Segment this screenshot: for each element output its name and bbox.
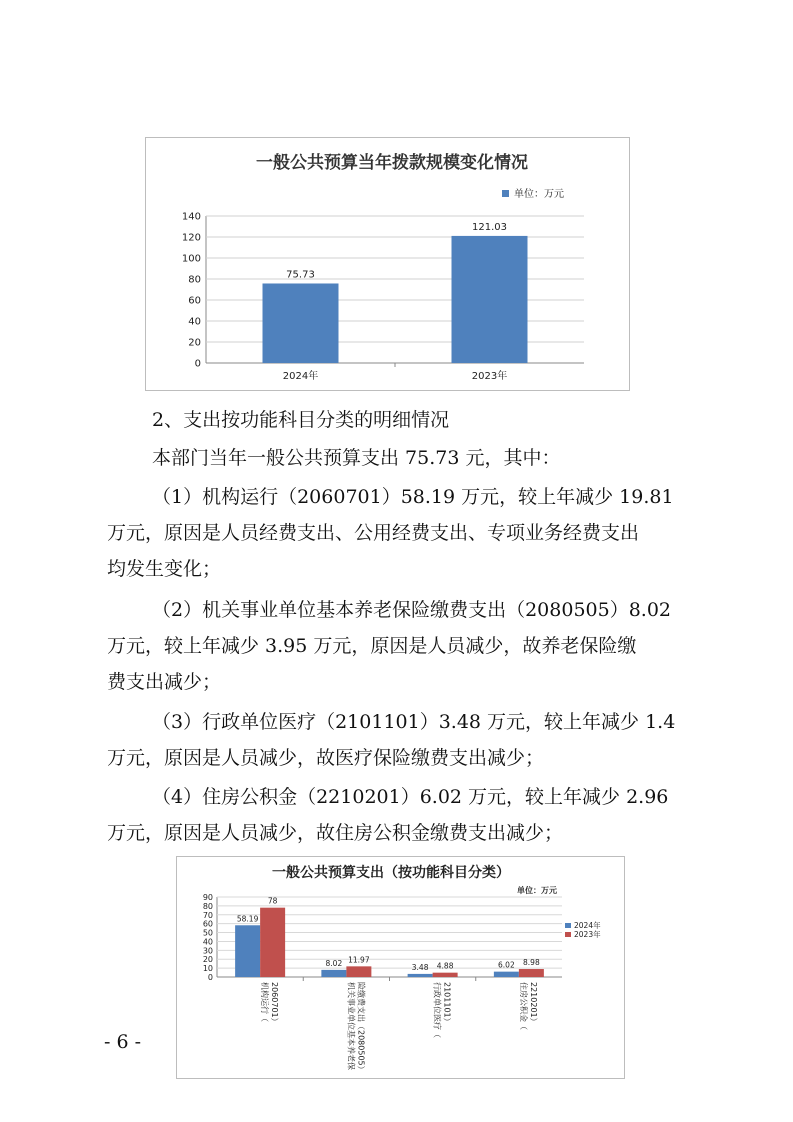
item4-line1: （4）住房公积金（2210201）6.02 万元，较上年减少 2.96 — [152, 786, 669, 808]
chart1-title: 一般公共预算当年拨款规模变化情况 — [256, 153, 528, 173]
chart1-y-tick-label: 100 — [181, 253, 201, 265]
chart2-x-tick-label: 机构运行（2060701） — [260, 982, 280, 1026]
chart2-bar — [260, 908, 285, 977]
chart2-value-label: 58.19 — [236, 914, 259, 924]
item1-line3: 均发生变化； — [107, 558, 222, 580]
item3-line2: 万元，原因是人员减少，故医疗保险缴费支出减少； — [107, 747, 545, 769]
chart1-value-label: 75.73 — [286, 269, 315, 281]
chart2-legend-label: 2023年 — [574, 930, 601, 939]
chart2-value-label: 3.48 — [411, 962, 429, 972]
chart1-y-tick-label: 40 — [188, 316, 201, 328]
chart2-value-label: 11.97 — [348, 955, 370, 965]
intro-text: 本部门当年一般公共预算支出 75.73 元，其中： — [152, 447, 561, 469]
chart2-x-tick-label: 行政单位医疗（2101101） — [432, 982, 452, 1038]
chart2-y-tick-label: 30 — [202, 946, 213, 956]
budget-scale-chart — [145, 137, 630, 391]
item1-line2: 万元，原因是人员经费支出、公用经费支出、专项业务经费支出 — [107, 522, 640, 544]
chart2-legend-swatch — [565, 932, 571, 937]
item4-line2: 万元，原因是人员减少，故住房公积金缴费支出减少； — [107, 822, 564, 844]
budget-scale-chart-svg — [146, 138, 629, 390]
chart1-x-tick-label: 2023年 — [471, 371, 508, 382]
section-heading: 2、支出按功能科目分类的明细情况 — [152, 409, 450, 431]
chart2-bar — [433, 973, 458, 977]
chart1-y-tick-label: 20 — [188, 337, 201, 349]
chart1-y-tick-label: 140 — [181, 211, 201, 223]
chart2-legend-label: 2024年 — [574, 921, 601, 930]
chart2-value-label: 4.88 — [436, 961, 454, 971]
chart2-bar — [321, 970, 346, 977]
chart2-bar — [408, 974, 433, 977]
chart2-y-tick-label: 10 — [202, 964, 213, 974]
chart1-bar — [452, 236, 528, 363]
chart2-y-tick-label: 90 — [202, 893, 213, 902]
chart2-x-tick-label: 机关事业单位基本养老保险缴费支出（2080505） — [346, 982, 366, 1074]
chart2-legend-swatch — [565, 923, 571, 928]
chart2-y-tick-label: 20 — [202, 955, 213, 965]
chart2-bar — [346, 966, 371, 977]
chart2-value-label: 6.02 — [498, 960, 515, 970]
chart2-title: 一般公共预算支出（按功能科目分类） — [272, 865, 510, 881]
chart2-y-tick-label: 70 — [202, 910, 213, 920]
chart2-value-label: 78 — [267, 896, 278, 906]
item2-line3: 费支出减少； — [107, 671, 222, 693]
chart2-unit: 单位：万元 — [517, 886, 557, 895]
chart2-x-tick-label: 住房公积金（2210201） — [518, 982, 538, 1030]
item2-line2: 万元，较上年减少 3.95 万元，原因是人员减少，故养老保险缴 — [107, 635, 637, 657]
chart1-bar — [263, 283, 339, 363]
chart2-bar — [494, 972, 519, 977]
chart2-bar — [519, 969, 544, 977]
chart2-y-tick-label: 0 — [207, 973, 213, 982]
chart2-y-tick-label: 40 — [202, 937, 213, 947]
chart2-bar — [235, 925, 260, 977]
chart1-legend-swatch — [502, 190, 509, 197]
chart2-y-tick-label: 80 — [202, 901, 213, 911]
page-number: - 6 - — [104, 1031, 142, 1053]
chart2-y-tick-label: 50 — [202, 928, 213, 938]
function-class-chart-svg — [177, 857, 624, 1078]
function-class-chart — [176, 856, 625, 1079]
chart2-value-label: 8.98 — [523, 958, 540, 968]
chart1-y-tick-label: 60 — [188, 295, 201, 307]
chart1-legend-label: 单位：万元 — [514, 189, 564, 200]
chart1-y-tick-label: 120 — [181, 232, 201, 244]
item1-line1: （1）机构运行（2060701）58.19 万元，较上年减少 19.81 — [152, 486, 674, 508]
chart1-plot-area — [182, 212, 584, 383]
chart1-x-tick-label: 2024年 — [282, 371, 319, 382]
chart2-y-tick-label: 60 — [202, 919, 213, 929]
chart1-value-label: 121.03 — [472, 221, 507, 233]
item3-line1: （3）行政单位医疗（2101101）3.48 万元，较上年减少 1.4 — [152, 711, 676, 733]
chart2-plot-area — [203, 893, 601, 1074]
chart1-y-tick-label: 0 — [194, 358, 201, 370]
chart2-value-label: 8.02 — [325, 958, 343, 968]
item2-line1: （2）机关事业单位基本养老保险缴费支出（2080505）8.02 — [152, 599, 672, 621]
chart1-y-tick-label: 80 — [188, 274, 201, 286]
